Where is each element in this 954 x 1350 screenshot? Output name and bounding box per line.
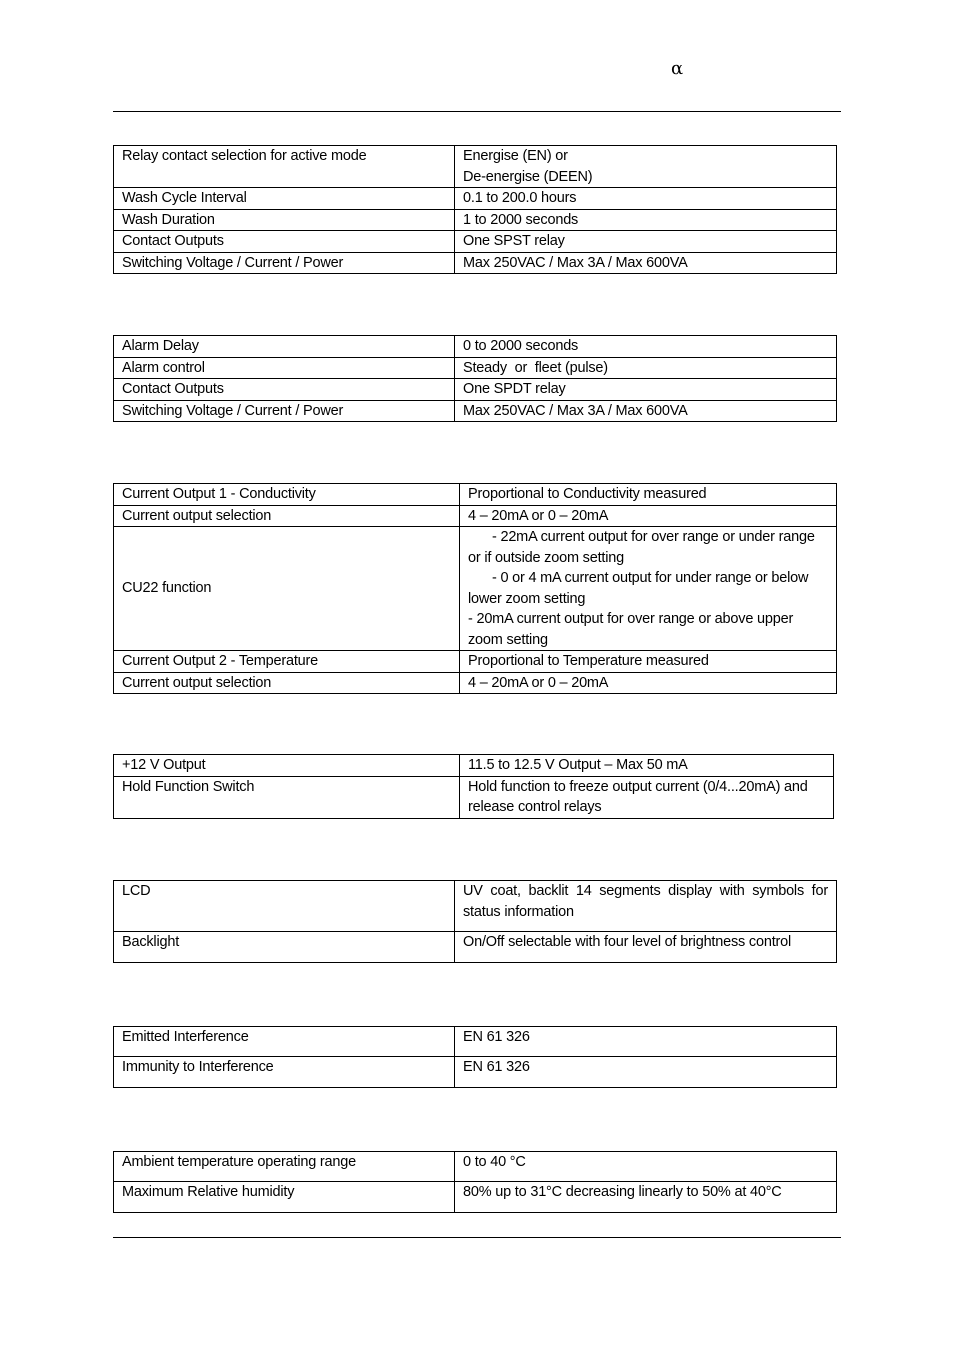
cu22-line: - 0 or 4 mA current output for under range or below lower zoom setting bbox=[468, 570, 809, 607]
table-row bbox=[114, 209, 837, 231]
spec-label: Alarm control bbox=[114, 357, 455, 379]
environment-spec-table bbox=[113, 1151, 837, 1213]
spec-label: Hold Function Switch bbox=[114, 776, 460, 818]
table-row bbox=[114, 651, 837, 673]
spec-label: Alarm Delay bbox=[114, 336, 455, 358]
table-row bbox=[114, 146, 837, 188]
spec-value: Proportional to Conductivity measured bbox=[460, 484, 837, 506]
spec-value: 80% up to 31°C decreasing linearly to 50% at 40°C bbox=[455, 1182, 837, 1213]
spec-value: 11.5 to 12.5 V Output – Max 50 mA bbox=[460, 755, 834, 777]
spec-label: Backlight bbox=[114, 932, 455, 963]
spec-value: 0 to 2000 seconds bbox=[455, 336, 837, 358]
spec-value: EN 61 326 bbox=[455, 1057, 837, 1088]
spec-value: UV coat, backlit 14 segments display with symbols for status information bbox=[455, 881, 837, 932]
spec-label: Current Output 1 - Conductivity bbox=[114, 484, 460, 506]
spec-label: CU22 function bbox=[114, 527, 460, 651]
spec-value: Proportional to Temperature measured bbox=[460, 651, 837, 673]
spec-value: Steady or fleet (pulse) bbox=[455, 357, 837, 379]
spec-value: Max 250VAC / Max 3A / Max 600VA bbox=[455, 252, 837, 274]
emc-spec-table bbox=[113, 1026, 837, 1088]
table-row bbox=[114, 484, 837, 506]
table-row bbox=[114, 1152, 837, 1182]
table-row bbox=[114, 527, 837, 651]
spec-label: Contact Outputs bbox=[114, 231, 455, 253]
spec-value: Max 250VAC / Max 3A / Max 600VA bbox=[455, 400, 837, 422]
table-row bbox=[114, 755, 834, 777]
table-row bbox=[114, 379, 837, 401]
spec-label: Immunity to Interference bbox=[114, 1057, 455, 1088]
table-row bbox=[114, 1057, 837, 1088]
spec-label: Relay contact selection for active mode bbox=[114, 146, 455, 188]
wash-spec-table bbox=[113, 145, 837, 274]
cu22-line: - 22mA current output for over range or under range or if outside zoom setting bbox=[468, 529, 815, 566]
header-rule bbox=[113, 111, 841, 112]
spec-label: Switching Voltage / Current / Power bbox=[114, 252, 455, 274]
spec-value: One SPDT relay bbox=[455, 379, 837, 401]
spec-label: LCD bbox=[114, 881, 455, 932]
table-row bbox=[114, 231, 837, 253]
table-row bbox=[114, 932, 837, 963]
spec-value: 0.1 to 200.0 hours bbox=[455, 188, 837, 210]
spec-value: 4 – 20mA or 0 – 20mA bbox=[460, 505, 837, 527]
table-row bbox=[114, 1027, 837, 1057]
alarm-spec-table bbox=[113, 335, 837, 422]
spec-value: Hold function to freeze output current (0/4...20mA) and release control relays bbox=[460, 776, 834, 818]
spec-label: Contact Outputs bbox=[114, 379, 455, 401]
display-spec-table bbox=[113, 880, 837, 963]
spec-label: +12 V Output bbox=[114, 755, 460, 777]
spec-label: Wash Cycle Interval bbox=[114, 188, 455, 210]
spec-label: Ambient temperature operating range bbox=[114, 1152, 455, 1182]
footer-rule bbox=[113, 1237, 841, 1238]
spec-label: Emitted Interference bbox=[114, 1027, 455, 1057]
spec-value: 4 – 20mA or 0 – 20mA bbox=[460, 672, 837, 694]
cu22-line: - 20mA current output for over range or above upper zoom setting bbox=[468, 611, 794, 648]
table-row bbox=[114, 1182, 837, 1213]
table-row bbox=[114, 881, 837, 932]
table-row bbox=[114, 188, 837, 210]
table-row bbox=[114, 357, 837, 379]
table-row bbox=[114, 505, 837, 527]
spec-label: Current output selection bbox=[114, 505, 460, 527]
spec-value: One SPST relay bbox=[455, 231, 837, 253]
table-row bbox=[114, 336, 837, 358]
spec-label: Current output selection bbox=[114, 672, 460, 694]
table-row bbox=[114, 672, 837, 694]
misc-spec-table bbox=[113, 754, 834, 819]
spec-value: On/Off selectable with four level of brightness control bbox=[455, 932, 837, 963]
spec-value: 0 to 40 °C bbox=[455, 1152, 837, 1182]
spec-value: Energise (EN) or De-energise (DEEN) bbox=[455, 146, 837, 188]
current-output-spec-table bbox=[113, 483, 837, 694]
spec-value bbox=[460, 527, 837, 651]
spec-label: Current Output 2 - Temperature bbox=[114, 651, 460, 673]
table-row bbox=[114, 252, 837, 274]
spec-label: Wash Duration bbox=[114, 209, 455, 231]
header-symbol: α bbox=[671, 58, 684, 79]
spec-value: EN 61 326 bbox=[455, 1027, 837, 1057]
spec-label: Maximum Relative humidity bbox=[114, 1182, 455, 1213]
table-row bbox=[114, 776, 834, 818]
spec-label: Switching Voltage / Current / Power bbox=[114, 400, 455, 422]
spec-value: 1 to 2000 seconds bbox=[455, 209, 837, 231]
table-row bbox=[114, 400, 837, 422]
